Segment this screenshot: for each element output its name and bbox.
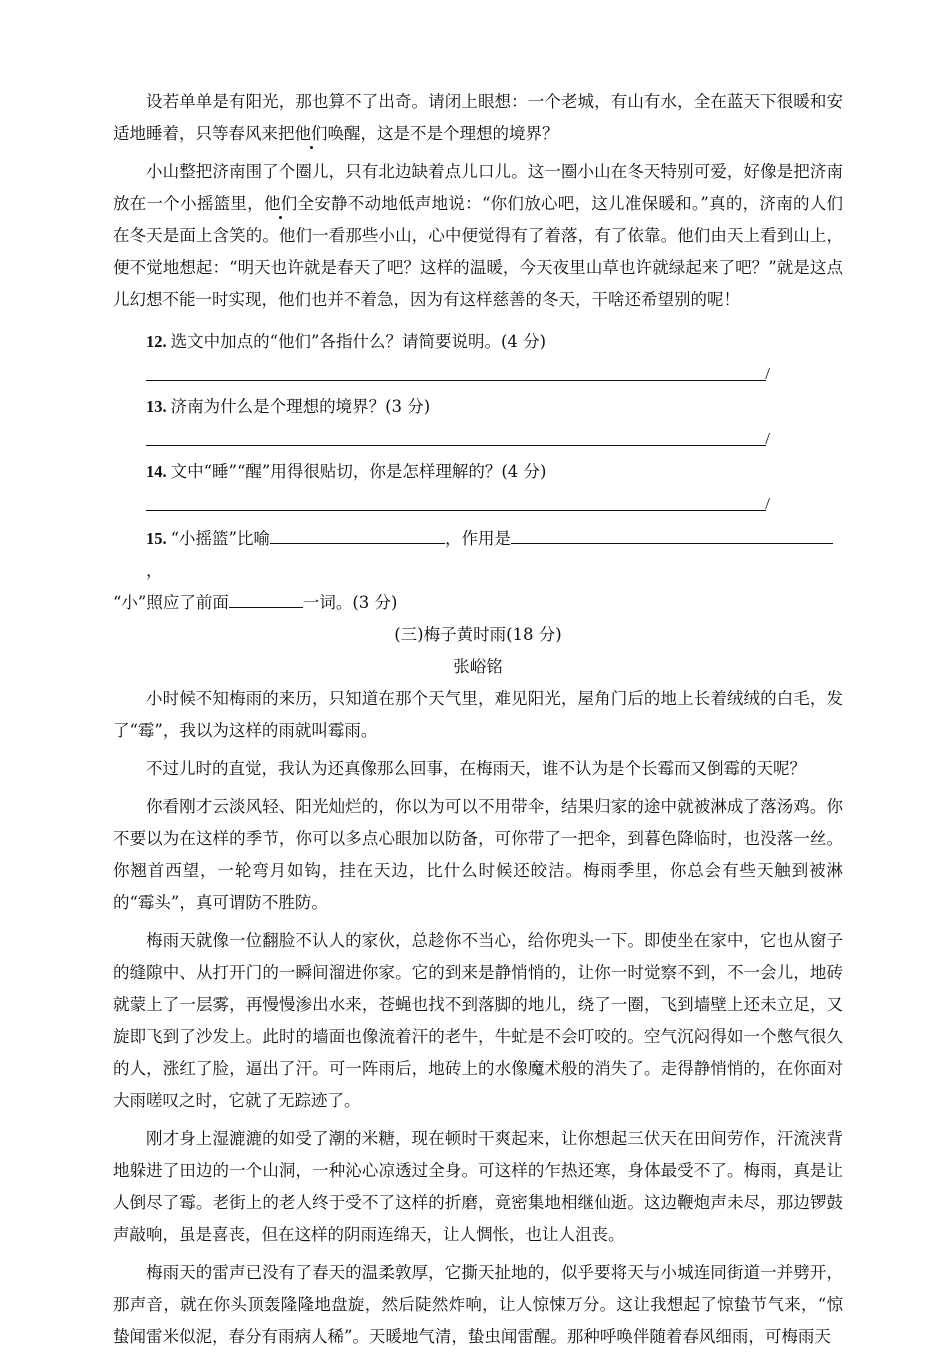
answer-line-14[interactable]: / <box>146 488 766 511</box>
dotted-word-they-2: 他们 <box>263 194 298 213</box>
essay-paragraph-1: 小时候不知梅雨的来历，只知道在那个天气里，难见阳光，屋角门后的地上长着绒绒的白毛，发了“霉”，我以为这样的雨就叫霉雨。 <box>113 689 843 740</box>
essay-paragraph-6: 梅雨天的雷声已没有了春天的温柔敦厚，它撕天扯地的，似乎要将天与小城连同街道一并劈开，那声音，就在你头顶轰隆隆地盘旋，然后陡然炸响，让人惊悚万分。这让我想起了惊蛰节气来，“惊蛰闻雷米似泥，春分有雨病人稀”。天暖地气清，蛰虫闻雷醒。那种呼唤伴随着春风细雨，可梅雨天 <box>113 1263 843 1346</box>
blank-15-word[interactable] <box>229 589 303 608</box>
passage-paragraph-1: 设若单单是有阳光，那也算不了出奇。请闭上眼想：一个老城，有山有水，全在蓝天下很暖和安适地睡着，只等春风来把他们唤醒，这是不是个理想的境界？ <box>113 92 843 143</box>
passage-paragraph-2: 小山整把济南围了个圈儿，只有北边缺着点儿口儿。这一圈小山在冬天特别可爱，好像是把济南放在一个小摇篮里，他们全安静不动地低声地说：“你们放心吧，这儿准保暖和。”真的，济南的人们在冬天是面上含笑的。他们一看那些小山，心中便觉得有了着落，有了依靠。他们由天上看到山上，便不觉地想起：“明天也许就是春天了吧？这样的温暖，今天夜里山草也许就绿起来了吧？”就是这点儿幻想不能一时实现，他们也并不着急，因为有这样慈善的冬天，干啥还希望别的呢！ <box>113 162 844 309</box>
essay-paragraph-3: 你看刚才云淡风轻、阳光灿烂的，你以为可以不用带伞，结果归家的途中就被淋成了落汤鸡。你不要以为在这样的季节，你可以多点心眼加以防备，可你带了一把伞，到暮色降临时，也没落一丝。你翘首西望，一轮弯月如钩，挂在天边，比什么时候还皎洁。梅雨季里，你总会有些天触到被淋的“霉头”，真可谓防不胜防。 <box>113 797 843 912</box>
author-name: 张峪铭 <box>453 657 503 676</box>
dotted-word-they-1: 他们 <box>294 124 328 143</box>
question-15: 15. “小摇篮”比喻 ，作用是， <box>146 523 843 587</box>
essay-paragraph-4: 梅雨天就像一位翻脸不认人的家伙，总趁你不当心，给你兜头一下。即使坐在家中，它也从窗子的缝隙中、从打开门的一瞬间溜进你家。它的到来是静悄悄的，让你一时觉察不到，不一会儿，地砖就蒙上了一层雾，再慢慢渗出水来，苍蝇也找不到落脚的地儿，绕了一圈，飞到墙壁上还未立足，又旋即飞到了沙发上。此时的墙面也像流着汗的老牛，牛虻是不会叮咬的。空气沉闷得如一个憋气很久的人，涨红了脸，逼出了汗。可一阵雨后，地砖上的水像魔术般的消失了。走得静悄悄的，在你面对大雨嗟叹之时，它就了无踪迹了。 <box>113 931 843 1110</box>
question-13: 13. 济南为什么是个理想的境界？(3 分) <box>146 397 431 416</box>
essay-paragraph-5: 刚才身上湿漉漉的如受了潮的米糖，现在顿时干爽起来，让你想起三伏天在田间劳作，汗流浃背地躲进了田边的一个山洞，一种沁心凉透过全身。可这样的乍热还寒，身体最受不了。梅雨，真是让人倒尽了霉。老街上的老人终于受不了这样的折磨，竟密集地相继仙逝。这边鞭炮声未尽，那边锣鼓声敲响，虽是喜丧，但在这样的阴雨连绵天，让人惆怅，也让人沮丧。 <box>113 1129 843 1244</box>
answer-line-13[interactable]: / <box>146 423 766 446</box>
blank-15-metaphor[interactable] <box>270 525 445 544</box>
question-15-line-2: “小”照应了前面 一词。(3 分) <box>113 587 843 619</box>
document-page <box>113 86 843 1359</box>
answer-line-12[interactable]: / <box>146 358 766 381</box>
question-12: 12. 选文中加点的“他们”各指什么？请简要说明。(4 分) <box>146 332 547 351</box>
blank-15-function[interactable] <box>511 525 833 544</box>
question-14: 14. 文中“睡”“醒”用得很贴切，你是怎样理解的？(4 分) <box>146 462 547 481</box>
section-title: (三)梅子黄时雨(18 分) <box>394 625 562 644</box>
essay-paragraph-2: 不过儿时的直觉，我认为还真像那么回事，在梅雨天，谁不认为是个长霉而又倒霉的天呢？ <box>146 759 806 778</box>
